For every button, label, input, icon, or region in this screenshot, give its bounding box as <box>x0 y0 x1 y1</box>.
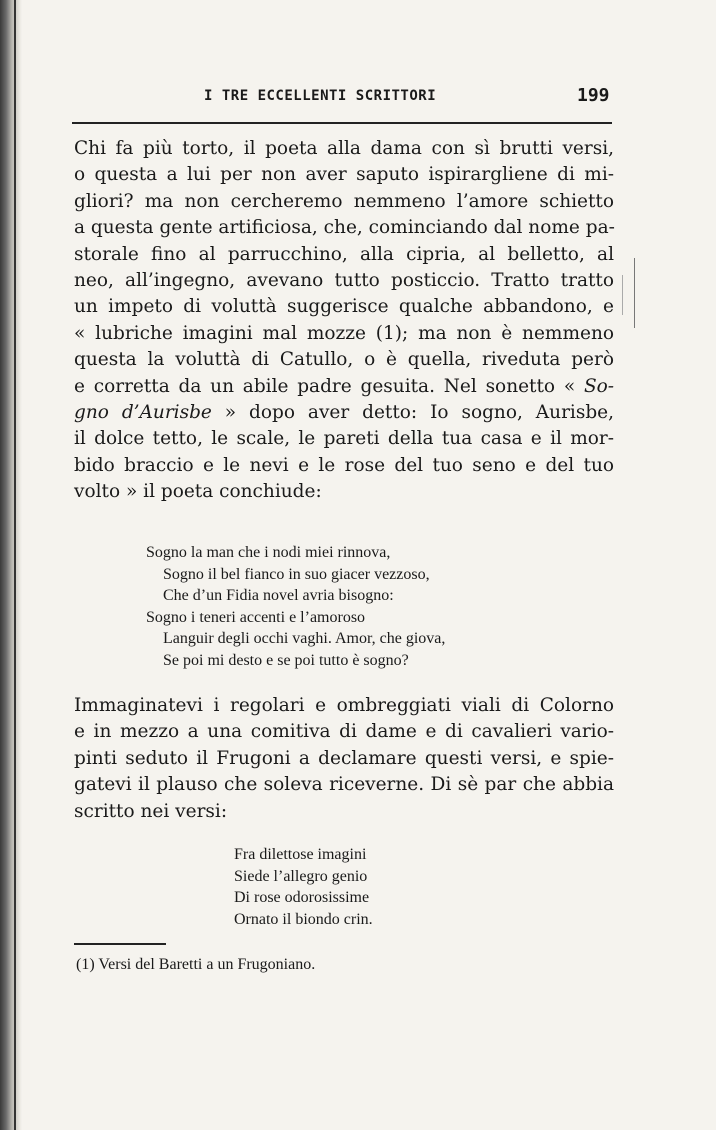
text-line: bido braccio e le nevi e le rose del tuo seno e del tuo <box>74 454 614 476</box>
verse-line: Sogno il bel fianco in suo giacer vezzoso, <box>163 565 430 583</box>
margin-pencil-mark <box>634 258 635 328</box>
text-line: storale fino al parrucchino, alla cipria, al belletto, al <box>74 243 614 265</box>
verse-line: Che d’un Fidia novel avria bisogno: <box>163 587 394 605</box>
text-line: e in mezzo a una comitiva di dame e di cavalieri vario- <box>74 721 614 743</box>
footnote-rule <box>74 943 166 945</box>
italic-title-fragment: gno d’Aurisbe <box>74 402 212 424</box>
text-line: Immaginatevi i regolari e ombreggiati viali di Colorno <box>74 695 614 716</box>
paragraph-2 <box>74 693 614 825</box>
text-line <box>74 374 614 400</box>
text-line <box>74 400 614 426</box>
text-line: gliori? ma non cercheremo nemmeno l’amore schietto <box>74 190 614 212</box>
header-rule <box>72 122 612 124</box>
text-line: pinti seduto il Frugoni a declamare questi versi, e spie- <box>74 747 614 769</box>
italic-title-fragment: So- <box>583 375 614 397</box>
verse-line: Di rose odorosissime <box>234 889 370 907</box>
text-line: a questa gente artificiosa, che, cominciando dal nome pa- <box>74 217 615 239</box>
page-header <box>0 85 716 110</box>
verse-line: Fra dilettose imagini <box>234 846 367 863</box>
text-line: gatevi il plauso che soleva riceverne. Di sè par che abbia <box>74 774 614 796</box>
text-line: Chi fa più torto, il poeta alla dama con sì brutti versi, <box>74 138 614 159</box>
margin-pencil-mark <box>622 275 623 315</box>
verse-line: Sogno la man che i nodi miei rinnova, <box>146 544 391 561</box>
text-line: o questa a lui per non aver saputo ispirargliene di mi- <box>74 164 614 186</box>
text-line: « lubriche imagini mal mozze (1); ma non è nemmeno <box>74 322 614 344</box>
page-number: 199 <box>577 85 610 106</box>
paragraph-1 <box>74 136 614 506</box>
text-line: scritto nei versi: <box>74 800 228 822</box>
verse-line: Languir degli occhi vaghi. Amor, che giova, <box>163 630 446 648</box>
text-line: neo, all’ingegno, avevano tutto posticcio. Tratto tratto <box>74 270 614 292</box>
running-title: I TRE ECCELLENTI SCRITTORI <box>204 88 437 104</box>
verse-line: Ornato il biondo crin. <box>234 910 373 928</box>
text-line: il dolce tetto, le scale, le pareti della tua casa e il mor- <box>74 428 614 450</box>
footnote: (1) Versi del Baretti a un Frugoniano. <box>76 956 316 973</box>
page-binding-line <box>14 0 16 1130</box>
page-binding-edge <box>0 0 22 1130</box>
text-line: questa la voluttà di Catullo, o è quella, riveduta però <box>74 349 614 371</box>
verse-line: Se poi mi desto e se poi tutto è sogno? <box>163 651 409 669</box>
text-line: volto » il poeta conchiude: <box>74 481 322 503</box>
verse-line: Sogno i teneri accenti e l’amoroso <box>146 608 366 626</box>
frugoni-verse-quotation <box>234 844 373 930</box>
text-fragment: e corretta da un abile padre gesuita. Nel sonetto « <box>74 375 584 397</box>
sonnet-quotation <box>146 542 445 672</box>
text-fragment: » dopo aver detto: Io sogno, Aurisbe, <box>211 402 614 424</box>
text-line: un impeto di voluttà suggerisce qualche abbandono, e <box>74 296 614 318</box>
verse-line: Siede l’allegro genio <box>234 867 368 885</box>
